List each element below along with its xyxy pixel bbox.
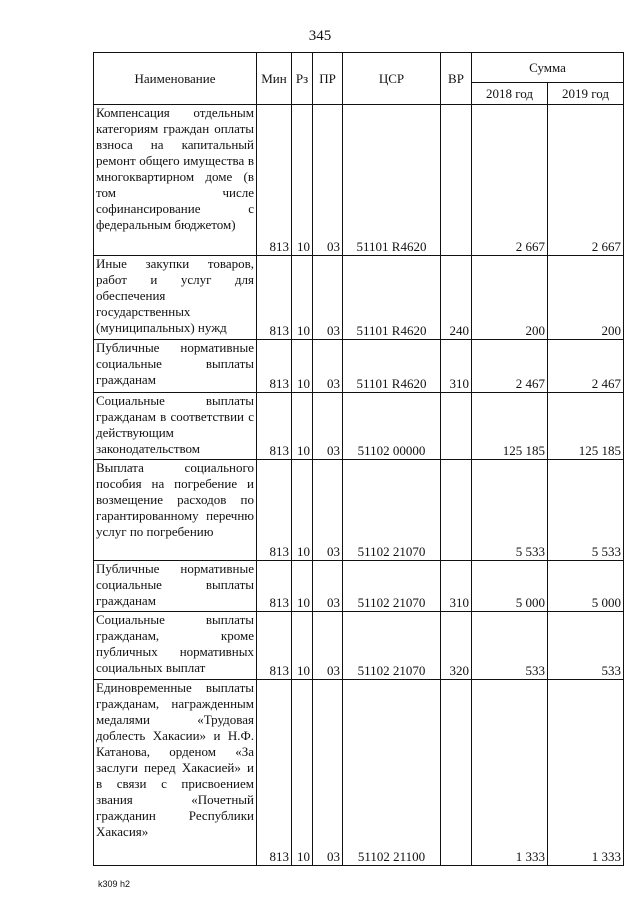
table-row: [94, 680, 624, 866]
row-vr: [441, 105, 472, 256]
row-pr: 03: [313, 612, 343, 680]
row-sum-2019: 5 533: [548, 460, 624, 561]
row-csr: 51101 R4620: [343, 105, 441, 256]
row-vr: 320: [441, 612, 472, 680]
row-name: Публичные нормативные социальные выплаты гражданам: [94, 340, 257, 393]
row-pr: 03: [313, 561, 343, 612]
header-vr: ВР: [441, 53, 472, 105]
row-min: 813: [257, 680, 292, 866]
header-name: Наименование: [94, 53, 257, 105]
row-min: 813: [257, 393, 292, 460]
row-rz: 10: [292, 460, 313, 561]
row-sum-2018: 2 467: [472, 340, 548, 393]
table-row: [94, 460, 624, 561]
row-pr: 03: [313, 256, 343, 340]
row-name: Компенсация отдельным категориям граждан оплаты взноса на капитальный ремонт общего имущества в многоквартирном доме (в том числе софинансирование с федеральным бюджетом): [94, 105, 257, 256]
row-rz: 10: [292, 105, 313, 256]
row-vr: 240: [441, 256, 472, 340]
row-vr: 310: [441, 561, 472, 612]
footer-code: k309 h2: [98, 879, 131, 889]
row-pr: 03: [313, 340, 343, 393]
row-rz: 10: [292, 340, 313, 393]
row-sum-2019: 533: [548, 612, 624, 680]
row-sum-2018: 533: [472, 612, 548, 680]
row-pr: 03: [313, 105, 343, 256]
row-sum-2019: 2 667: [548, 105, 624, 256]
row-pr: 03: [313, 393, 343, 460]
table-row: [94, 393, 624, 460]
row-rz: 10: [292, 561, 313, 612]
row-name: Единовременные выплаты гражданам, награжденным медалями «Трудовая доблесть Хакасии» и Н.Ф. Катанова, орденом «За заслуги перед Хакасией» и в связи с присвоением звания «Почетный гражданин Республики Хакасия»: [94, 680, 257, 866]
header-pr: ПР: [313, 53, 343, 105]
row-rz: 10: [292, 680, 313, 866]
row-sum-2018: 5 533: [472, 460, 548, 561]
row-min: 813: [257, 612, 292, 680]
row-min: 813: [257, 460, 292, 561]
row-sum-2019: 200: [548, 256, 624, 340]
row-sum-2018: 200: [472, 256, 548, 340]
row-sum-2018: 1 333: [472, 680, 548, 866]
row-csr: 51101 R4620: [343, 256, 441, 340]
row-vr: [441, 680, 472, 866]
header-csr: ЦСР: [343, 53, 441, 105]
table-row: [94, 256, 624, 340]
row-vr: 310: [441, 340, 472, 393]
row-name: Социальные выплаты гражданам в соответствии с действующим законодательством: [94, 393, 257, 460]
page-number: 345: [308, 28, 332, 44]
table-row: [94, 105, 624, 256]
table-row: [94, 340, 624, 393]
row-csr: 51102 21070: [343, 561, 441, 612]
row-min: 813: [257, 561, 292, 612]
row-min: 813: [257, 256, 292, 340]
row-rz: 10: [292, 393, 313, 460]
row-sum-2018: 125 185: [472, 393, 548, 460]
row-csr: 51102 21070: [343, 460, 441, 561]
row-csr: 51101 R4620: [343, 340, 441, 393]
header-sum: Сумма: [472, 53, 624, 83]
header-min: Мин: [257, 53, 292, 105]
row-sum-2018: 5 000: [472, 561, 548, 612]
row-sum-2019: 2 467: [548, 340, 624, 393]
row-pr: 03: [313, 460, 343, 561]
row-sum-2019: 125 185: [548, 393, 624, 460]
row-csr: 51102 21100: [343, 680, 441, 866]
row-rz: 10: [292, 256, 313, 340]
row-sum-2019: 1 333: [548, 680, 624, 866]
row-csr: 51102 21070: [343, 612, 441, 680]
row-min: 813: [257, 340, 292, 393]
header-rz: Рз: [292, 53, 313, 105]
header-2018: 2018 год: [472, 83, 548, 105]
table-row: [94, 561, 624, 612]
row-name: Публичные нормативные социальные выплаты гражданам: [94, 561, 257, 612]
row-name: Выплата социального пособия на погребение и возмещение расходов по гарантированному перечню услуг по погребению: [94, 460, 257, 561]
row-vr: [441, 393, 472, 460]
row-min: 813: [257, 105, 292, 256]
row-sum-2019: 5 000: [548, 561, 624, 612]
row-pr: 03: [313, 680, 343, 866]
row-sum-2018: 2 667: [472, 105, 548, 256]
budget-table: [93, 52, 624, 866]
table-row: [94, 612, 624, 680]
header-2019: 2019 год: [548, 83, 624, 105]
row-name: Иные закупки товаров, работ и услуг для обеспечения государственных (муниципальных) нужд: [94, 256, 257, 340]
row-name: Социальные выплаты гражданам, кроме публичных нормативных социальных выплат: [94, 612, 257, 680]
row-vr: [441, 460, 472, 561]
row-csr: 51102 00000: [343, 393, 441, 460]
row-rz: 10: [292, 612, 313, 680]
